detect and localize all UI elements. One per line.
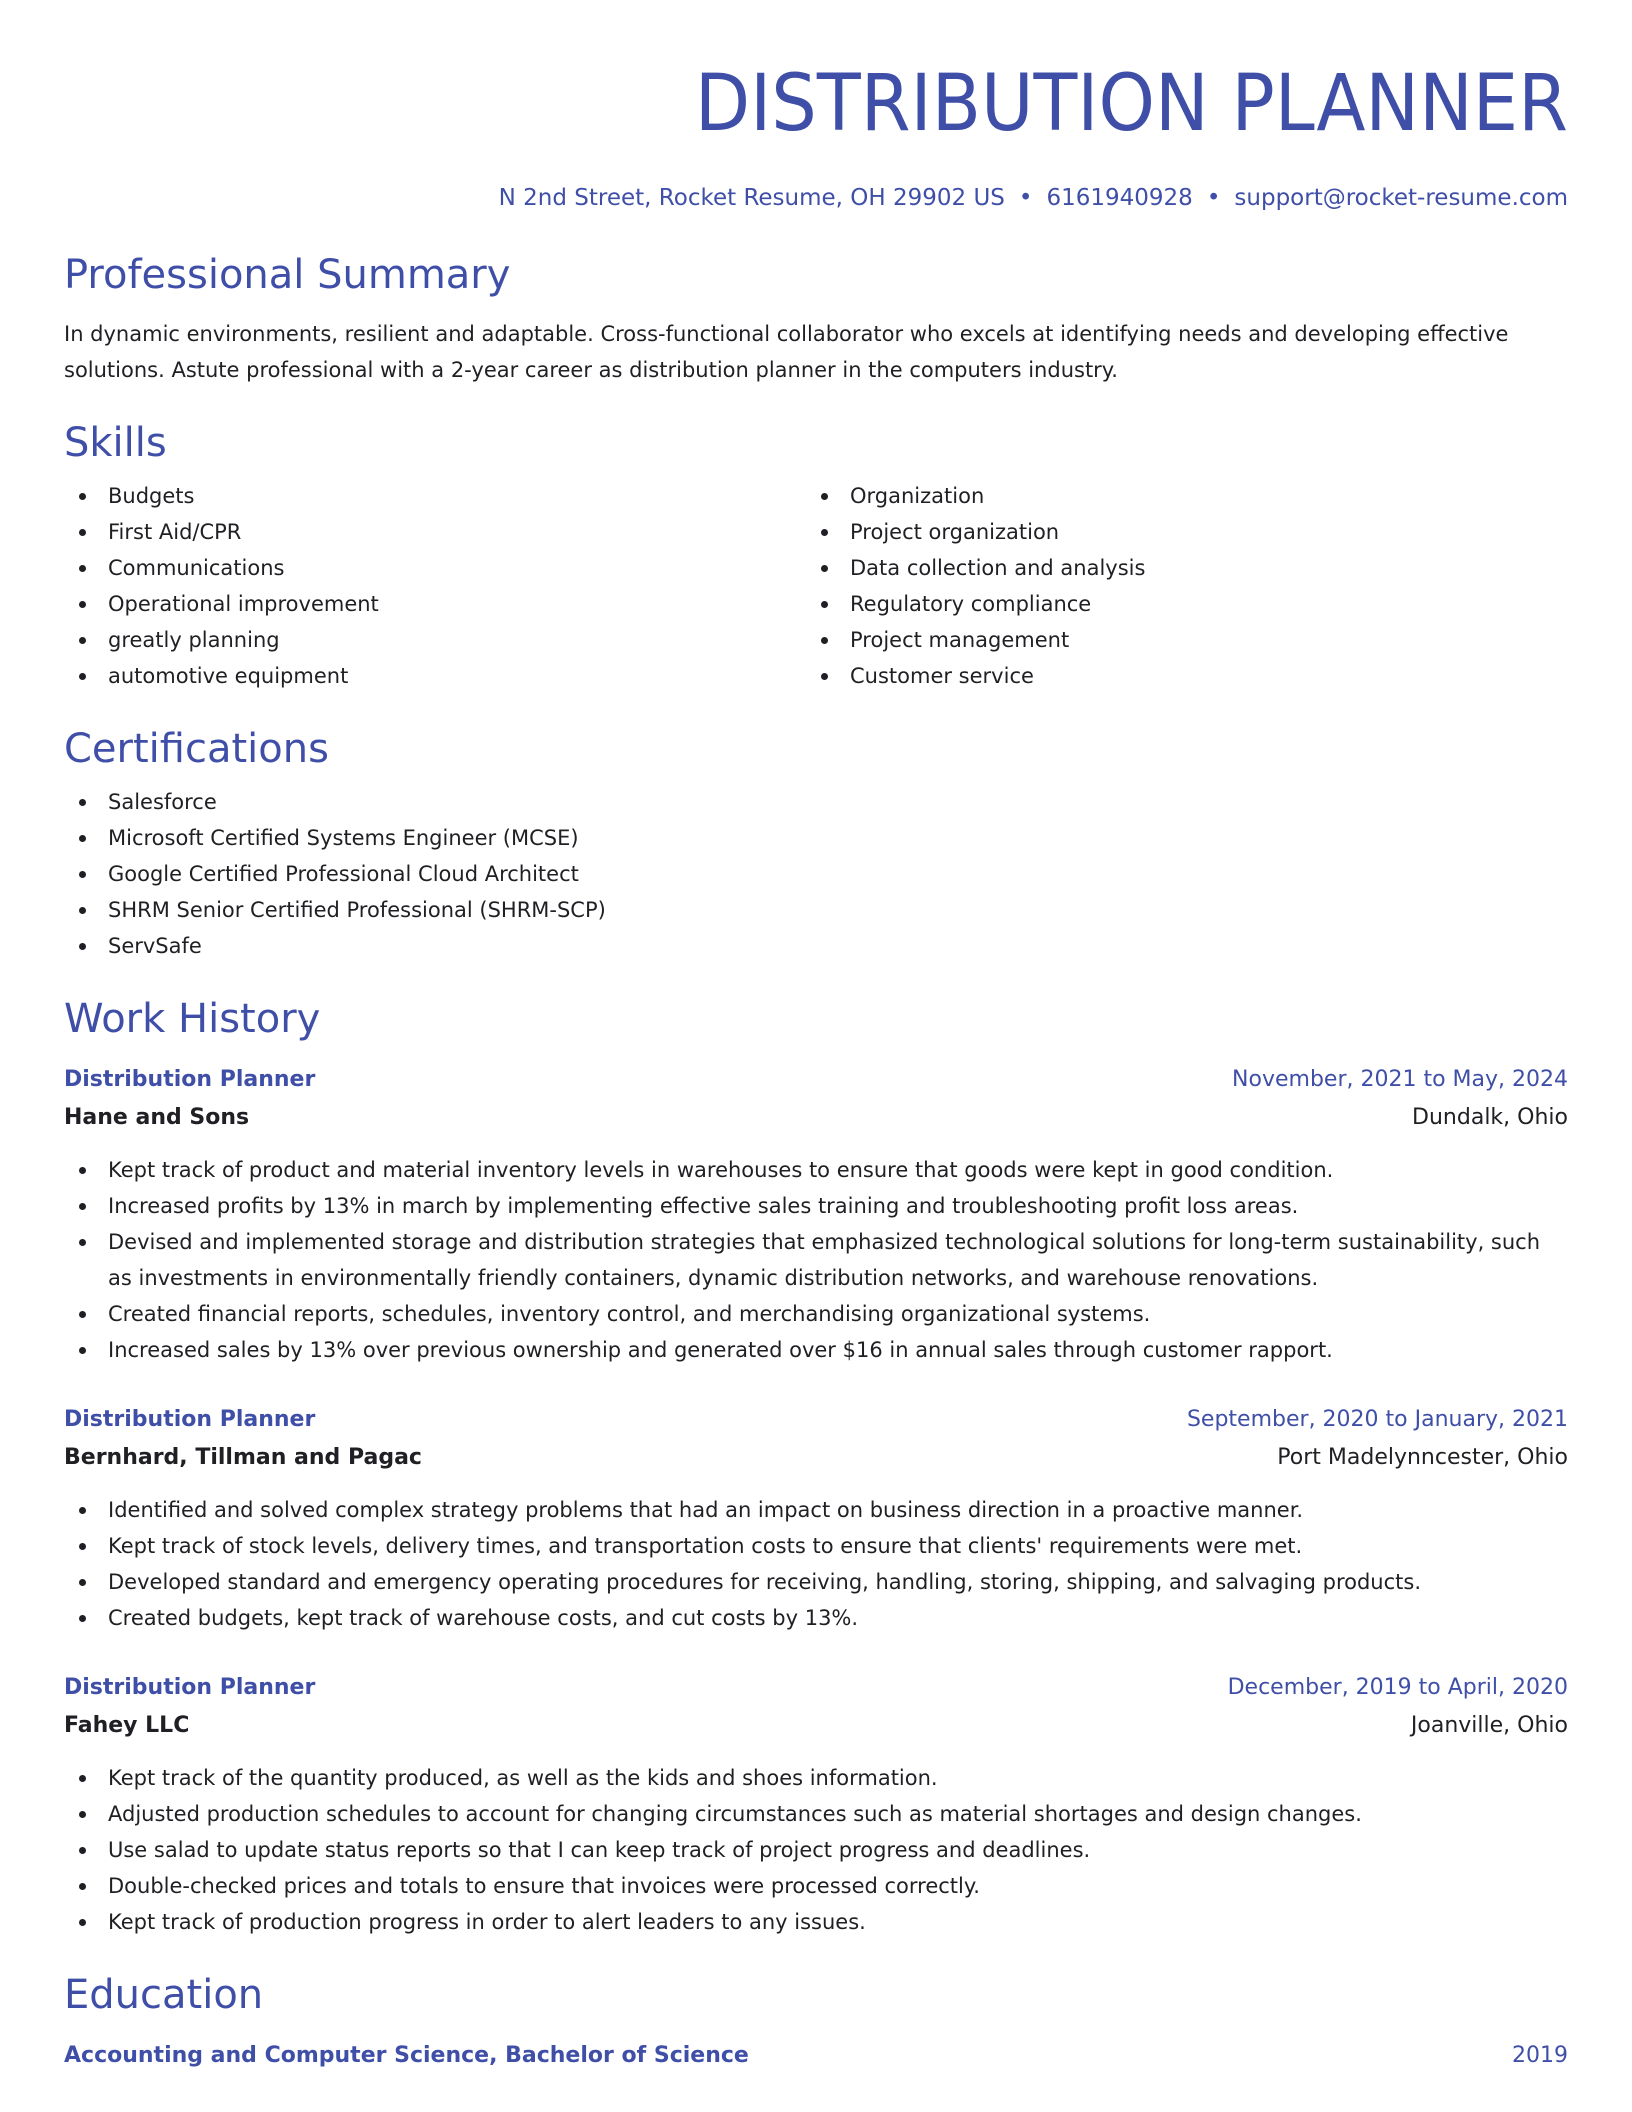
job-bullet: Double-checked prices and totals to ensure that invoices were processed correctly. xyxy=(64,1868,1568,1904)
contact-phone: 6161940928 xyxy=(1046,185,1193,211)
skills-heading: Skills xyxy=(64,420,167,466)
education-entry xyxy=(64,2038,1568,2074)
job-title: Distribution Planner xyxy=(64,1067,316,1092)
job-bullet: Kept track of production progress in order to alert leaders to any issues. xyxy=(64,1904,1568,1940)
job-location: Joanville, Ohio xyxy=(1410,1713,1568,1738)
job-company: Hane and Sons xyxy=(64,1105,250,1130)
job-bullet: Kept track of stock levels, delivery times, and transportation costs to ensure that clients' requirements were met. xyxy=(64,1528,1568,1564)
job-company: Fahey LLC xyxy=(64,1713,190,1738)
skill-item: Customer service xyxy=(806,658,1548,694)
education-degree: Accounting and Computer Science, Bachelor of Science xyxy=(64,2043,749,2068)
job-bullet: Devised and implemented storage and distribution strategies that emphasized technological solutions for long-term sustainability, such as investments in environmentally friendly containers, dynamic distribution networks, and warehouse renovations. xyxy=(64,1224,1568,1296)
skill-item: Operational improvement xyxy=(64,586,806,622)
job-bullet: Adjusted production schedules to account for changing circumstances such as material shortages and design changes. xyxy=(64,1796,1568,1832)
job-bullet: Developed standard and emergency operating procedures for receiving, handling, storing, shipping, and salvaging products. xyxy=(64,1564,1568,1600)
education-heading: Education xyxy=(64,1972,264,2018)
certifications-heading: Certifications xyxy=(64,726,329,772)
job-dates: November, 2021 to May, 2024 xyxy=(1232,1067,1568,1092)
skill-item: Data collection and analysis xyxy=(806,550,1548,586)
skills-grid xyxy=(64,478,1568,694)
skill-item: First Aid/CPR xyxy=(64,514,806,550)
skills-list-right xyxy=(806,478,1548,694)
summary-heading: Professional Summary xyxy=(64,252,511,298)
skill-item: Regulatory compliance xyxy=(806,586,1548,622)
certification-item: ServSafe xyxy=(64,928,1568,964)
job-dates: December, 2019 to April, 2020 xyxy=(1227,1675,1568,1700)
job-header-row xyxy=(64,1670,1568,1706)
skill-item: Project organization xyxy=(806,514,1548,550)
contact-separator: • xyxy=(1018,185,1033,211)
contact-separator: • xyxy=(1206,185,1221,211)
work-history-heading: Work History xyxy=(64,996,321,1042)
job-bullets xyxy=(64,1152,1568,1368)
certification-item: Google Certified Professional Cloud Architect xyxy=(64,856,1568,892)
contact-email: support@rocket-resume.com xyxy=(1234,185,1568,211)
job-bullet: Kept track of the quantity produced, as well as the kids and shoes information. xyxy=(64,1760,1568,1796)
education-year: 2019 xyxy=(1512,2043,1568,2068)
job-bullet: Increased profits by 13% in march by implementing effective sales training and troubleshooting profit loss areas. xyxy=(64,1188,1568,1224)
job-entry xyxy=(64,1670,1568,1940)
job-title: Distribution Planner xyxy=(64,1675,316,1700)
contact-address: N 2nd Street, Rocket Resume, OH 29902 US xyxy=(498,185,1005,211)
job-bullet: Use salad to update status reports so that I can keep track of project progress and deadlines. xyxy=(64,1832,1568,1868)
certification-item: Salesforce xyxy=(64,784,1568,820)
certifications-list xyxy=(64,784,1568,964)
certification-item: SHRM Senior Certified Professional (SHRM-SCP) xyxy=(64,892,1568,928)
skill-item: Communications xyxy=(64,550,806,586)
job-bullet: Created financial reports, schedules, inventory control, and merchandising organizational systems. xyxy=(64,1296,1568,1332)
job-title: Distribution Planner xyxy=(64,1407,316,1432)
job-dates: September, 2020 to January, 2021 xyxy=(1186,1407,1568,1432)
job-header-row xyxy=(64,1402,1568,1438)
summary-text: In dynamic environments, resilient and adaptable. Cross-functional collaborator who excels at identifying needs and developing effective solutions. Astute professional with a 2-year career as distribution planner in the computers industry. xyxy=(64,322,1509,382)
job-bullet: Identified and solved complex strategy problems that had an impact on business direction in a proactive manner. xyxy=(64,1492,1568,1528)
skills-list-left xyxy=(64,478,806,694)
job-header-row xyxy=(64,1062,1568,1098)
job-bullet: Created budgets, kept track of warehouse costs, and cut costs by 13%. xyxy=(64,1600,1568,1636)
skill-item: Project management xyxy=(806,622,1548,658)
job-company-row xyxy=(64,1706,1568,1746)
job-location: Port Madelynncester, Ohio xyxy=(1277,1445,1568,1470)
job-bullet: Kept track of product and material inventory levels in warehouses to ensure that goods were kept in good condition. xyxy=(64,1152,1568,1188)
resume-name: DISTRIBUTION PLANNER xyxy=(694,59,1568,149)
job-entry xyxy=(64,1402,1568,1636)
skill-item: Budgets xyxy=(64,478,806,514)
job-location: Dundalk, Ohio xyxy=(1412,1105,1568,1130)
job-company-row xyxy=(64,1098,1568,1138)
job-bullet: Increased sales by 13% over previous ownership and generated over $16 in annual sales through customer rapport. xyxy=(64,1332,1568,1368)
job-bullets xyxy=(64,1760,1568,1940)
skill-item: greatly planning xyxy=(64,622,806,658)
skill-item: automotive equipment xyxy=(64,658,806,694)
skill-item: Organization xyxy=(806,478,1548,514)
job-company-row xyxy=(64,1438,1568,1478)
contact-line xyxy=(64,182,1568,214)
job-company: Bernhard, Tillman and Pagac xyxy=(64,1445,422,1470)
job-bullets xyxy=(64,1492,1568,1636)
job-entry xyxy=(64,1062,1568,1368)
certification-item: Microsoft Certified Systems Engineer (MCSE) xyxy=(64,820,1568,856)
